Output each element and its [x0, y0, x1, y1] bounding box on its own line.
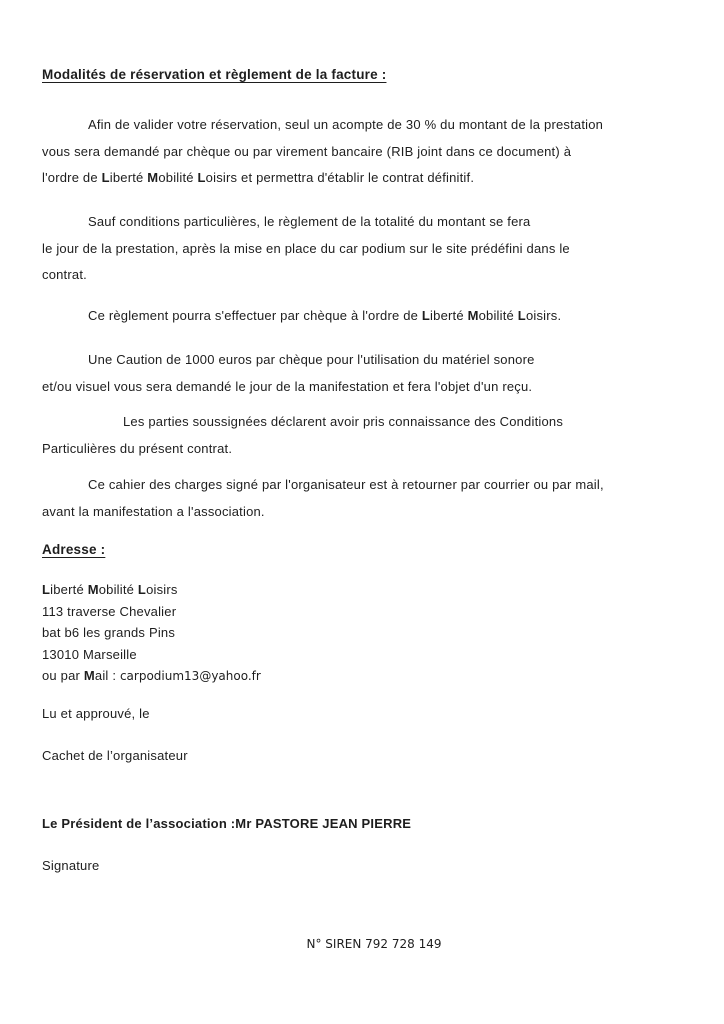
address-city-line: 13010 Marseille — [42, 646, 137, 662]
brand-initial: L — [517, 308, 526, 323]
email-address: carpodium13@yahoo.fr — [119, 669, 261, 683]
section-title-adresse: Adresse : — [42, 542, 106, 557]
text-segment: ail : — [94, 668, 120, 683]
text-segment: l'ordre de — [42, 170, 102, 185]
paragraph-payment — [42, 209, 706, 289]
text-segment: obilité — [98, 582, 138, 597]
text-line: Afin de valider votre réservation, seul un acompte de 30 % du montant de la prestation — [88, 117, 604, 132]
text-line: et/ou visuel vous sera demandé le jour de la manifestation et fera l'objet d'un reçu. — [42, 378, 533, 394]
text-segment: obilité — [478, 308, 518, 323]
address-org-line — [42, 579, 706, 601]
address-street-line: 113 traverse Chevalier — [42, 603, 177, 619]
brand-initial: M — [87, 582, 99, 597]
text-segment: obilité — [158, 170, 198, 185]
address-mail-line — [42, 665, 706, 688]
text-line: Ce cahier des charges signé par l'organisateur est à retourner par courrier ou par mail, — [88, 477, 604, 492]
text-line: vous sera demandé par chèque ou par virement bancaire (RIB joint dans ce document) à — [42, 143, 572, 159]
text-segment: M — [83, 668, 95, 683]
text-segment: iberté — [109, 170, 148, 185]
brand-initial: L — [101, 170, 110, 185]
text-line: contrat. — [42, 267, 87, 282]
approved-line: Lu et approuvé, le — [42, 706, 150, 721]
brand-initial: M — [467, 308, 479, 323]
text-line: Particulières du présent contrat. — [42, 440, 233, 456]
brand-initial: L — [137, 582, 147, 597]
address-block — [42, 579, 706, 688]
text-segment: oisirs. — [525, 308, 562, 323]
brand-initial: L — [42, 582, 51, 597]
paragraph-parties — [42, 409, 706, 462]
text-segment: iberté — [50, 582, 88, 597]
brand-initial: M — [147, 170, 159, 185]
stamp-line: Cachet de l’organisateur — [42, 748, 188, 763]
brand-initial: L — [197, 170, 206, 185]
text-line — [42, 165, 706, 192]
president-line: Le Président de l’association :Mr PASTORE JEAN PIERRE — [42, 816, 412, 831]
text-segment: ou par — [42, 668, 84, 683]
text-line: le jour de la prestation, après la mise en place du car podium sur le site prédéfini dans le — [42, 240, 570, 256]
paragraph-retour — [42, 472, 706, 525]
paragraph-caution — [42, 347, 706, 400]
section-title-modalites: Modalités de réservation et règlement de la facture : — [42, 67, 387, 82]
paragraph-deposit — [42, 112, 706, 192]
text-line: avant la manifestation a l'association. — [42, 503, 265, 519]
siren-number: N° SIREN 792 728 149 — [306, 937, 442, 951]
text-line: Une Caution de 1000 euros par chèque pour l'utilisation du matériel sonore — [88, 352, 535, 367]
text-segment: iberté — [430, 308, 468, 323]
text-line — [42, 303, 706, 330]
signature-label: Signature — [42, 858, 100, 873]
text-segment: Ce règlement pourra s'effectuer par chèque à l'ordre de — [88, 308, 422, 323]
address-building-line: bat b6 les grands Pins — [42, 625, 176, 640]
text-line: Sauf conditions particulières, le règlement de la totalité du montant se fera — [88, 214, 531, 229]
paragraph-cheque — [42, 303, 706, 330]
text-segment: oisirs — [146, 582, 178, 597]
text-line: Les parties soussignées déclarent avoir pris connaissance des Conditions — [123, 414, 564, 429]
brand-initial: L — [421, 308, 431, 323]
text-segment: oisirs et permettra d'établir le contrat définitif. — [205, 170, 475, 185]
